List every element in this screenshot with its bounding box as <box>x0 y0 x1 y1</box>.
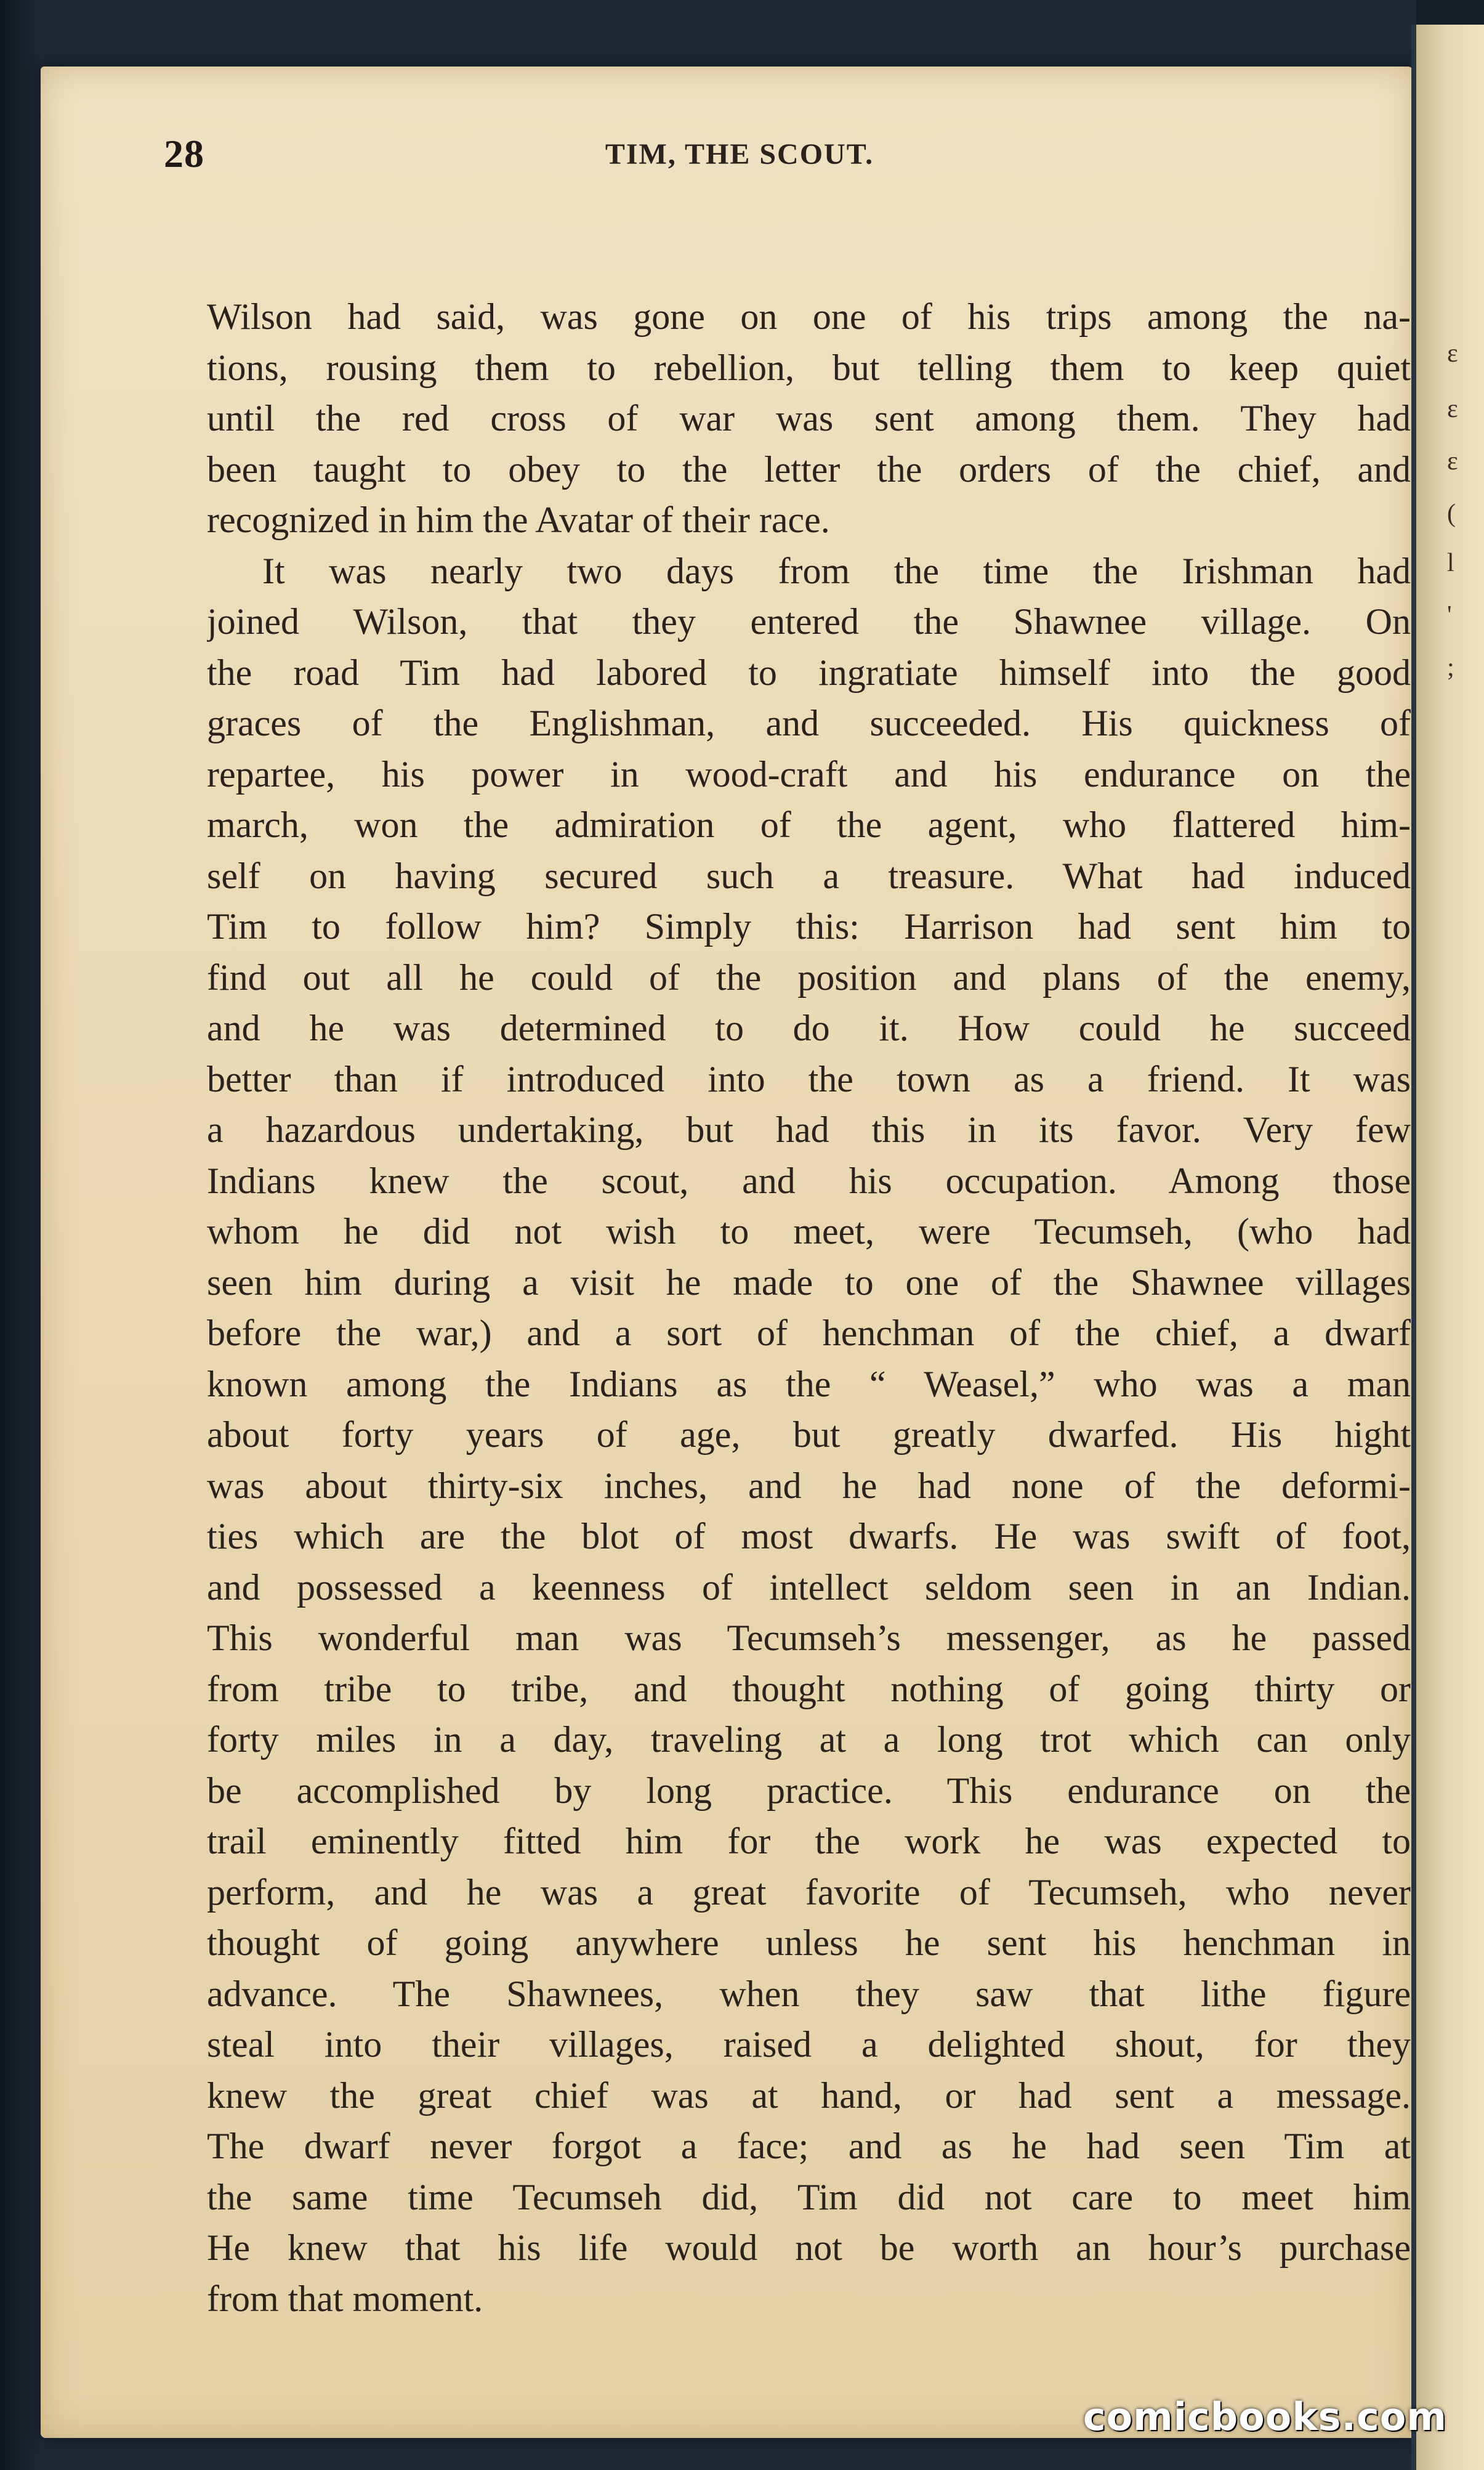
facing-page-fragment: ; <box>1447 654 1454 682</box>
text-line: He knew that his life would not be worth an hour’s purchase <box>207 2227 1411 2268</box>
text-line: steal into their villages, raised a delighted shout, for they <box>207 2024 1411 2065</box>
text-line: joined Wilson, that they entered the Shawnee village. On <box>207 601 1411 642</box>
facing-page-fragment: ε <box>1447 447 1458 476</box>
watermark: comicbooks.com <box>1083 2394 1447 2439</box>
facing-page-fragment: ε <box>1447 339 1458 368</box>
text-line: and he was determined to do it. How could he succeed <box>207 1008 1411 1048</box>
text-line: advance. The Shawnees, when they saw that lithe figure <box>207 1973 1411 2014</box>
text-line: seen him during a visit he made to one of the Shawnee villages <box>207 1261 1411 1303</box>
text-line: graces of the Englishman, and succeeded. His quickness of <box>207 703 1411 743</box>
text-line: Wilson had said, was gone on one of his trips among the na- <box>207 296 1411 337</box>
facing-page-fragment: ( <box>1447 500 1456 528</box>
text-line: known among the Indians as the “ Weasel,” who was a man <box>207 1363 1411 1404</box>
text-line: from tribe to tribe, and thought nothing of going thirty or <box>207 1668 1411 1709</box>
facing-page-edge <box>1411 25 1484 2470</box>
text-line: self on having secured such a treasure. What had induced <box>207 855 1411 896</box>
page-number: 28 <box>164 132 204 176</box>
book-page <box>41 67 1414 2438</box>
text-line: better than if introduced into the town as a friend. It was <box>207 1058 1411 1099</box>
text-line: thought of going anywhere unless he sent his henchman in <box>207 1922 1411 1963</box>
text-line: the same time Tecumseh did, Tim did not care to meet him <box>207 2176 1411 2217</box>
text-line: repartee, his power in wood-craft and his endurance on the <box>207 753 1411 795</box>
scan-background-strip <box>1416 0 1484 25</box>
text-line: tions, rousing them to rebellion, but telling them to keep quiet <box>207 347 1411 388</box>
text-line: This wonderful man was Tecumseh’s messenger, as he passed <box>207 1618 1411 1658</box>
text-line: march, won the admiration of the agent, who flattered him- <box>207 804 1411 845</box>
text-line: It was nearly two days from the time the Irishman had <box>262 550 1411 591</box>
text-line: forty miles in a day, traveling at a long trot which can only <box>207 1719 1411 1760</box>
text-line: the road Tim had labored to ingratiate himself into the good <box>207 652 1411 693</box>
text-line: Tim to follow him? Simply this: Harrison had sent him to <box>207 906 1411 947</box>
text-line: be accomplished by long practice. This endurance on the <box>207 1770 1411 1811</box>
text-line: was about thirty-six inches, and he had none of the deformi- <box>207 1465 1411 1506</box>
text-line: trail eminently fitted him for the work he was expected to <box>207 1821 1411 1861</box>
text-line: recognized in him the Avatar of their race. <box>207 500 830 540</box>
facing-page-fragment: l <box>1447 549 1454 577</box>
text-line: perform, and he was a great favorite of Tecumseh, who never <box>207 1871 1411 1913</box>
body-text <box>207 291 1411 2324</box>
background-edge <box>0 0 43 2470</box>
running-title: TIM, THE SCOUT. <box>605 138 874 171</box>
text-line: find out all he could of the position and plans of the enemy, <box>207 957 1411 998</box>
text-line: ties which are the blot of most dwarfs. He was swift of foot, <box>207 1516 1411 1557</box>
facing-page-fragment: ' <box>1447 601 1452 630</box>
text-line: about forty years of age, but greatly dwarfed. His hight <box>207 1414 1411 1455</box>
text-line: The dwarf never forgot a face; and as he had seen Tim at <box>207 2126 1411 2166</box>
facing-page-fragment: ε <box>1447 395 1458 423</box>
text-line: until the red cross of war was sent among them. They had <box>207 398 1411 439</box>
text-line: whom he did not wish to meet, were Tecumseh, (who had <box>207 1211 1411 1252</box>
text-line: knew the great chief was at hand, or had sent a message. <box>207 2075 1411 2116</box>
text-line: a hazardous undertaking, but had this in its favor. Very few <box>207 1109 1411 1150</box>
text-line: before the war,) and a sort of henchman of the chief, a dwarf <box>207 1313 1411 1353</box>
page-header <box>41 67 1414 190</box>
text-line: Indians knew the scout, and his occupation. Among those <box>207 1160 1411 1201</box>
text-line: and possessed a keenness of intellect seldom seen in an Indian. <box>207 1566 1411 1608</box>
text-line: been taught to obey to the letter the orders of the chief, and <box>207 448 1411 490</box>
text-line: from that moment. <box>207 2278 483 2319</box>
